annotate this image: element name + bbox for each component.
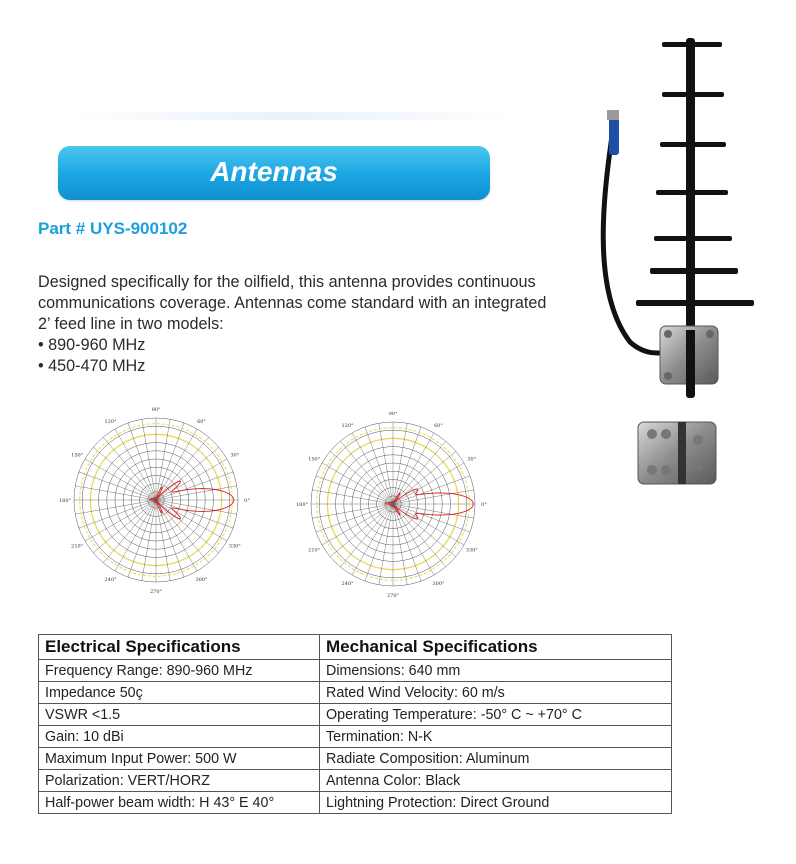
polar-angle-label: 180° [295,502,309,508]
mechanical-spec-cell: Lightning Protection: Direct Ground [320,792,672,814]
polar-angle-label: 300° [432,580,445,587]
table-row [39,726,672,748]
polar-angle-label: 240° [341,580,354,587]
model-item: • 890-960 MHz [38,336,146,354]
table-row [39,704,672,726]
description-line: 2’ feed line in two models: [38,315,224,333]
polar-angle-label: 270° [149,589,163,595]
polar-angle-label: 240° [104,576,117,583]
banner-title: Antennas [210,156,338,187]
polar-angle-label: 30° [230,452,240,459]
specifications-table [38,634,672,814]
mechanical-spec-cell: Radiate Composition: Aluminum [320,748,672,770]
polar-pattern-vertical [292,412,492,604]
polar-angle-label: 150° [308,456,321,463]
polar-angle-label: 330° [465,547,478,554]
bracket-detail-image [638,422,716,484]
polar-angle-label: 210° [71,543,84,550]
yagi-antenna-image [590,30,760,500]
polar-angle-label: 30° [467,456,477,463]
banner-glow [70,112,510,120]
part-number: Part # UYS-900102 [38,219,188,238]
electrical-spec-cell: VSWR <1.5 [39,704,320,726]
polar-angle-label: 0° [244,498,250,504]
table-row [39,682,672,704]
mechanical-spec-header: Mechanical Specifications [320,635,672,660]
description-line: Designed specifically for the oilfield, this antenna provides continuous [38,273,536,291]
table-row [39,792,672,814]
electrical-spec-header: Electrical Specifications [39,635,320,660]
polar-angle-label: 120° [341,423,354,430]
electrical-spec-cell: Frequency Range: 890-960 MHz [39,660,320,682]
table-row [39,770,672,792]
mechanical-spec-cell: Termination: N-K [320,726,672,748]
polar-angle-label: 0° [481,502,487,508]
table-header-row [39,635,672,660]
polar-angle-label: 270° [386,593,400,599]
polar-angle-label: 90° [151,407,161,413]
polar-pattern-horizontal [52,404,252,602]
polar-angle-label: 120° [104,419,117,426]
polar-angle-label: 300° [195,576,208,583]
table-row [39,660,672,682]
polar-angle-label: 210° [308,547,321,554]
electrical-spec-cell: Impedance 50ç [39,682,320,704]
mechanical-spec-cell: Rated Wind Velocity: 60 m/s [320,682,672,704]
mechanical-spec-cell: Operating Temperature: -50° C ~ +70° C [320,704,672,726]
electrical-spec-cell: Polarization: VERT/HORZ [39,770,320,792]
electrical-spec-cell: Maximum Input Power: 500 W [39,748,320,770]
mechanical-spec-cell: Dimensions: 640 mm [320,660,672,682]
electrical-spec-cell: Half-power beam width: H 43° E 40° [39,792,320,814]
polar-angle-label: 90° [388,412,398,417]
polar-angle-label: 180° [58,498,72,504]
electrical-spec-cell: Gain: 10 dBi [39,726,320,748]
n-connector [607,110,619,120]
description-line: communications coverage. Antennas come standard with an integrated [38,294,547,312]
section-banner [58,146,490,200]
polar-angle-label: 60° [434,423,443,430]
polar-angle-label: 330° [228,543,241,550]
polar-angle-label: 150° [71,452,84,459]
cable-sleeve [609,115,619,155]
table-row [39,748,672,770]
polar-angle-label: 60° [197,419,206,426]
mechanical-spec-cell: Antenna Color: Black [320,770,672,792]
model-item: • 450-470 MHz [38,357,146,375]
description [38,272,598,377]
